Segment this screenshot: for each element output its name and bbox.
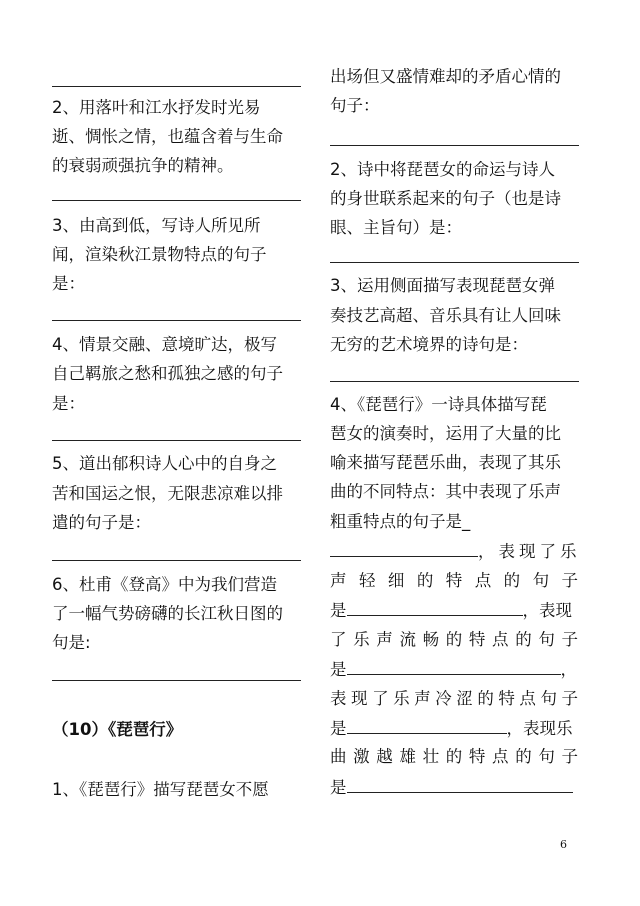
fill-blank[interactable]	[347, 717, 507, 734]
text-line: 自己羁旅之愁和孤独之感的句子	[52, 364, 283, 383]
text-line: 4、《琵琶行》一诗具体描写琵	[330, 395, 547, 414]
answer-rule	[330, 145, 579, 146]
text: 是	[330, 778, 347, 797]
text-line: 粗重特点的句子是_	[330, 512, 471, 531]
answer-rule	[330, 381, 579, 382]
text-line: 表现了乐声冷涩的特点句子	[330, 689, 578, 708]
answer-rule	[52, 680, 301, 681]
text-line: 6、杜甫《登高》中为我们营造	[52, 575, 277, 594]
text-line: 3、由高到低，写诗人所见所	[52, 216, 261, 235]
text: 是	[330, 660, 347, 679]
text-line: 眼、主旨句）是：	[330, 218, 462, 237]
text-line: 了乐声流畅的特点的句子	[330, 630, 578, 649]
text-line: 的衰弱顽强抗争的精神。	[52, 156, 234, 175]
answer-rule	[330, 262, 579, 263]
text-line: 了一幅气势磅礴的长江秋日图的	[52, 604, 283, 623]
answer-rule	[52, 86, 301, 87]
text-line: 出场但又盛情难却的矛盾心情的	[330, 67, 561, 86]
text-line: 遣的句子是：	[52, 513, 151, 532]
text-line: 曲的不同特点：其中表现了乐声	[330, 482, 561, 501]
text-line: 喻来描写琵琶乐曲，表现了其乐	[330, 453, 561, 472]
answer-rule	[52, 560, 301, 561]
text-line: 句是:	[52, 633, 91, 652]
text-line: 2、诗中将琵琶女的命运与诗人	[330, 160, 555, 179]
fill-blank[interactable]	[347, 776, 573, 793]
text-line	[330, 717, 578, 739]
text-line: 句子：	[330, 96, 380, 115]
text-line	[330, 599, 578, 621]
question-1-start: 1、《琵琶行》描写琵琶女不愿	[52, 780, 269, 799]
text: ，	[560, 660, 577, 679]
text: 是	[330, 601, 347, 620]
text-line: 2、用落叶和江水抒发时光易	[52, 98, 261, 117]
fill-blank[interactable]	[330, 540, 478, 557]
text: ，表现乐	[506, 719, 573, 738]
text-line: 的身世联系起来的句子（也是诗	[330, 189, 561, 208]
answer-rule	[52, 200, 301, 201]
text-line: 无穷的艺术境界的诗句是：	[330, 335, 528, 354]
text: ，表现了乐	[478, 542, 581, 561]
text-line: 3、运用侧面描写表现琵琶女弹	[330, 276, 555, 295]
text-line: 逝、惆怅之情，也蕴含着与生命	[52, 127, 283, 146]
text: 是	[330, 719, 347, 738]
text-line: 声轻细的特点的句子	[330, 571, 578, 590]
text-line	[330, 776, 578, 798]
text-line: 苦和国运之恨，无限悲凉难以排	[52, 484, 283, 503]
section-heading: （10）《琵琶行》	[52, 720, 183, 739]
text: ，表现	[522, 601, 572, 620]
answer-rule	[52, 320, 301, 321]
page-number: 6	[560, 838, 567, 851]
text-line: 是：	[52, 394, 85, 413]
text-line: 奏技艺高超、音乐具有让人回味	[330, 306, 561, 325]
text-line	[330, 540, 581, 562]
answer-rule	[52, 440, 301, 441]
text-line	[330, 658, 578, 680]
text-line: 5、道出郁积诗人心中的自身之	[52, 454, 277, 473]
text-line: 是：	[52, 274, 85, 293]
text-line: 4、情景交融、意境旷达，极写	[52, 335, 277, 354]
text-line: 琶女的演奏时，运用了大量的比	[330, 424, 561, 443]
fill-blank[interactable]	[347, 658, 561, 675]
fill-blank[interactable]	[347, 599, 523, 616]
text-line: 曲激越雄壮的特点的句子	[330, 747, 578, 766]
text-line: 闻，渲染秋江景物特点的句子	[52, 245, 267, 264]
